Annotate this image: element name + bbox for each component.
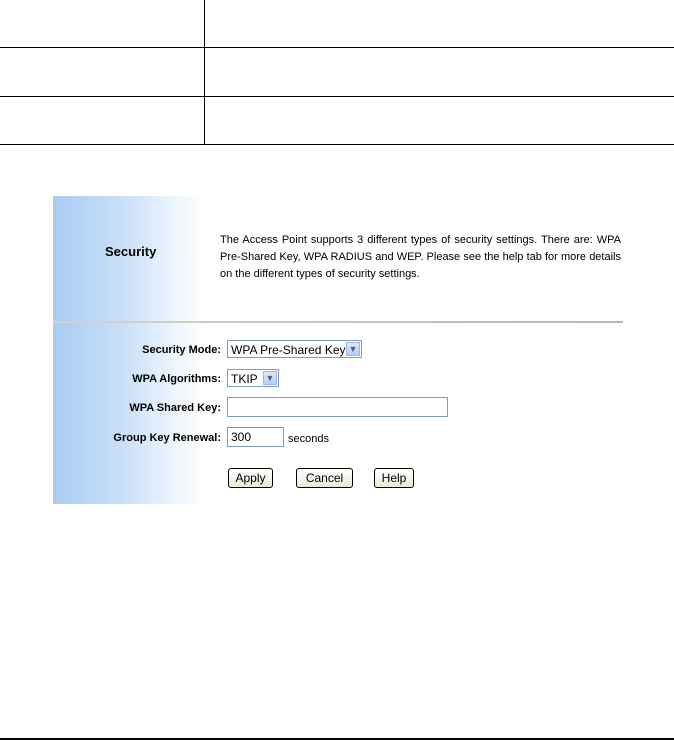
apply-button[interactable]: Apply	[228, 468, 273, 488]
table-cell	[0, 48, 205, 96]
security-description: The Access Point supports 3 different types of security settings. There are: WPA Pre-Shared Key, WPA RADIUS and WEP. Please see the help tab for more details on the different types of security settings.	[220, 234, 621, 280]
wpa-algorithms-value: TKIP	[231, 372, 258, 386]
security-panel	[53, 196, 623, 504]
security-mode-label: Security Mode:	[142, 344, 221, 356]
table-cell	[0, 0, 205, 48]
security-mode-value: WPA Pre-Shared Key	[231, 343, 346, 357]
table-cell	[0, 96, 205, 144]
table-cell	[205, 96, 674, 144]
page-title: Security	[105, 244, 157, 259]
group-key-renewal-input[interactable]: 300	[227, 427, 284, 447]
table-cell	[205, 48, 674, 96]
renewal-unit: seconds	[288, 433, 329, 445]
wpa-algorithms-label: WPA Algorithms:	[132, 373, 221, 385]
table-cell	[205, 0, 674, 48]
wpa-shared-key-label: WPA Shared Key:	[129, 402, 221, 414]
wpa-shared-key-input[interactable]	[227, 397, 448, 417]
cancel-button[interactable]: Cancel	[296, 468, 353, 488]
help-button[interactable]: Help	[374, 468, 414, 488]
chevron-down-icon[interactable]: ▼	[346, 342, 360, 356]
document-table	[0, 0, 674, 145]
security-mode-select[interactable]	[227, 340, 362, 358]
chevron-down-icon[interactable]: ▼	[263, 371, 277, 385]
table-row	[0, 0, 674, 48]
section-divider	[53, 321, 623, 323]
group-key-renewal-label: Group Key Renewal:	[113, 432, 221, 444]
wpa-algorithms-select[interactable]	[227, 369, 279, 387]
table-row	[0, 48, 674, 96]
table-row	[0, 96, 674, 144]
